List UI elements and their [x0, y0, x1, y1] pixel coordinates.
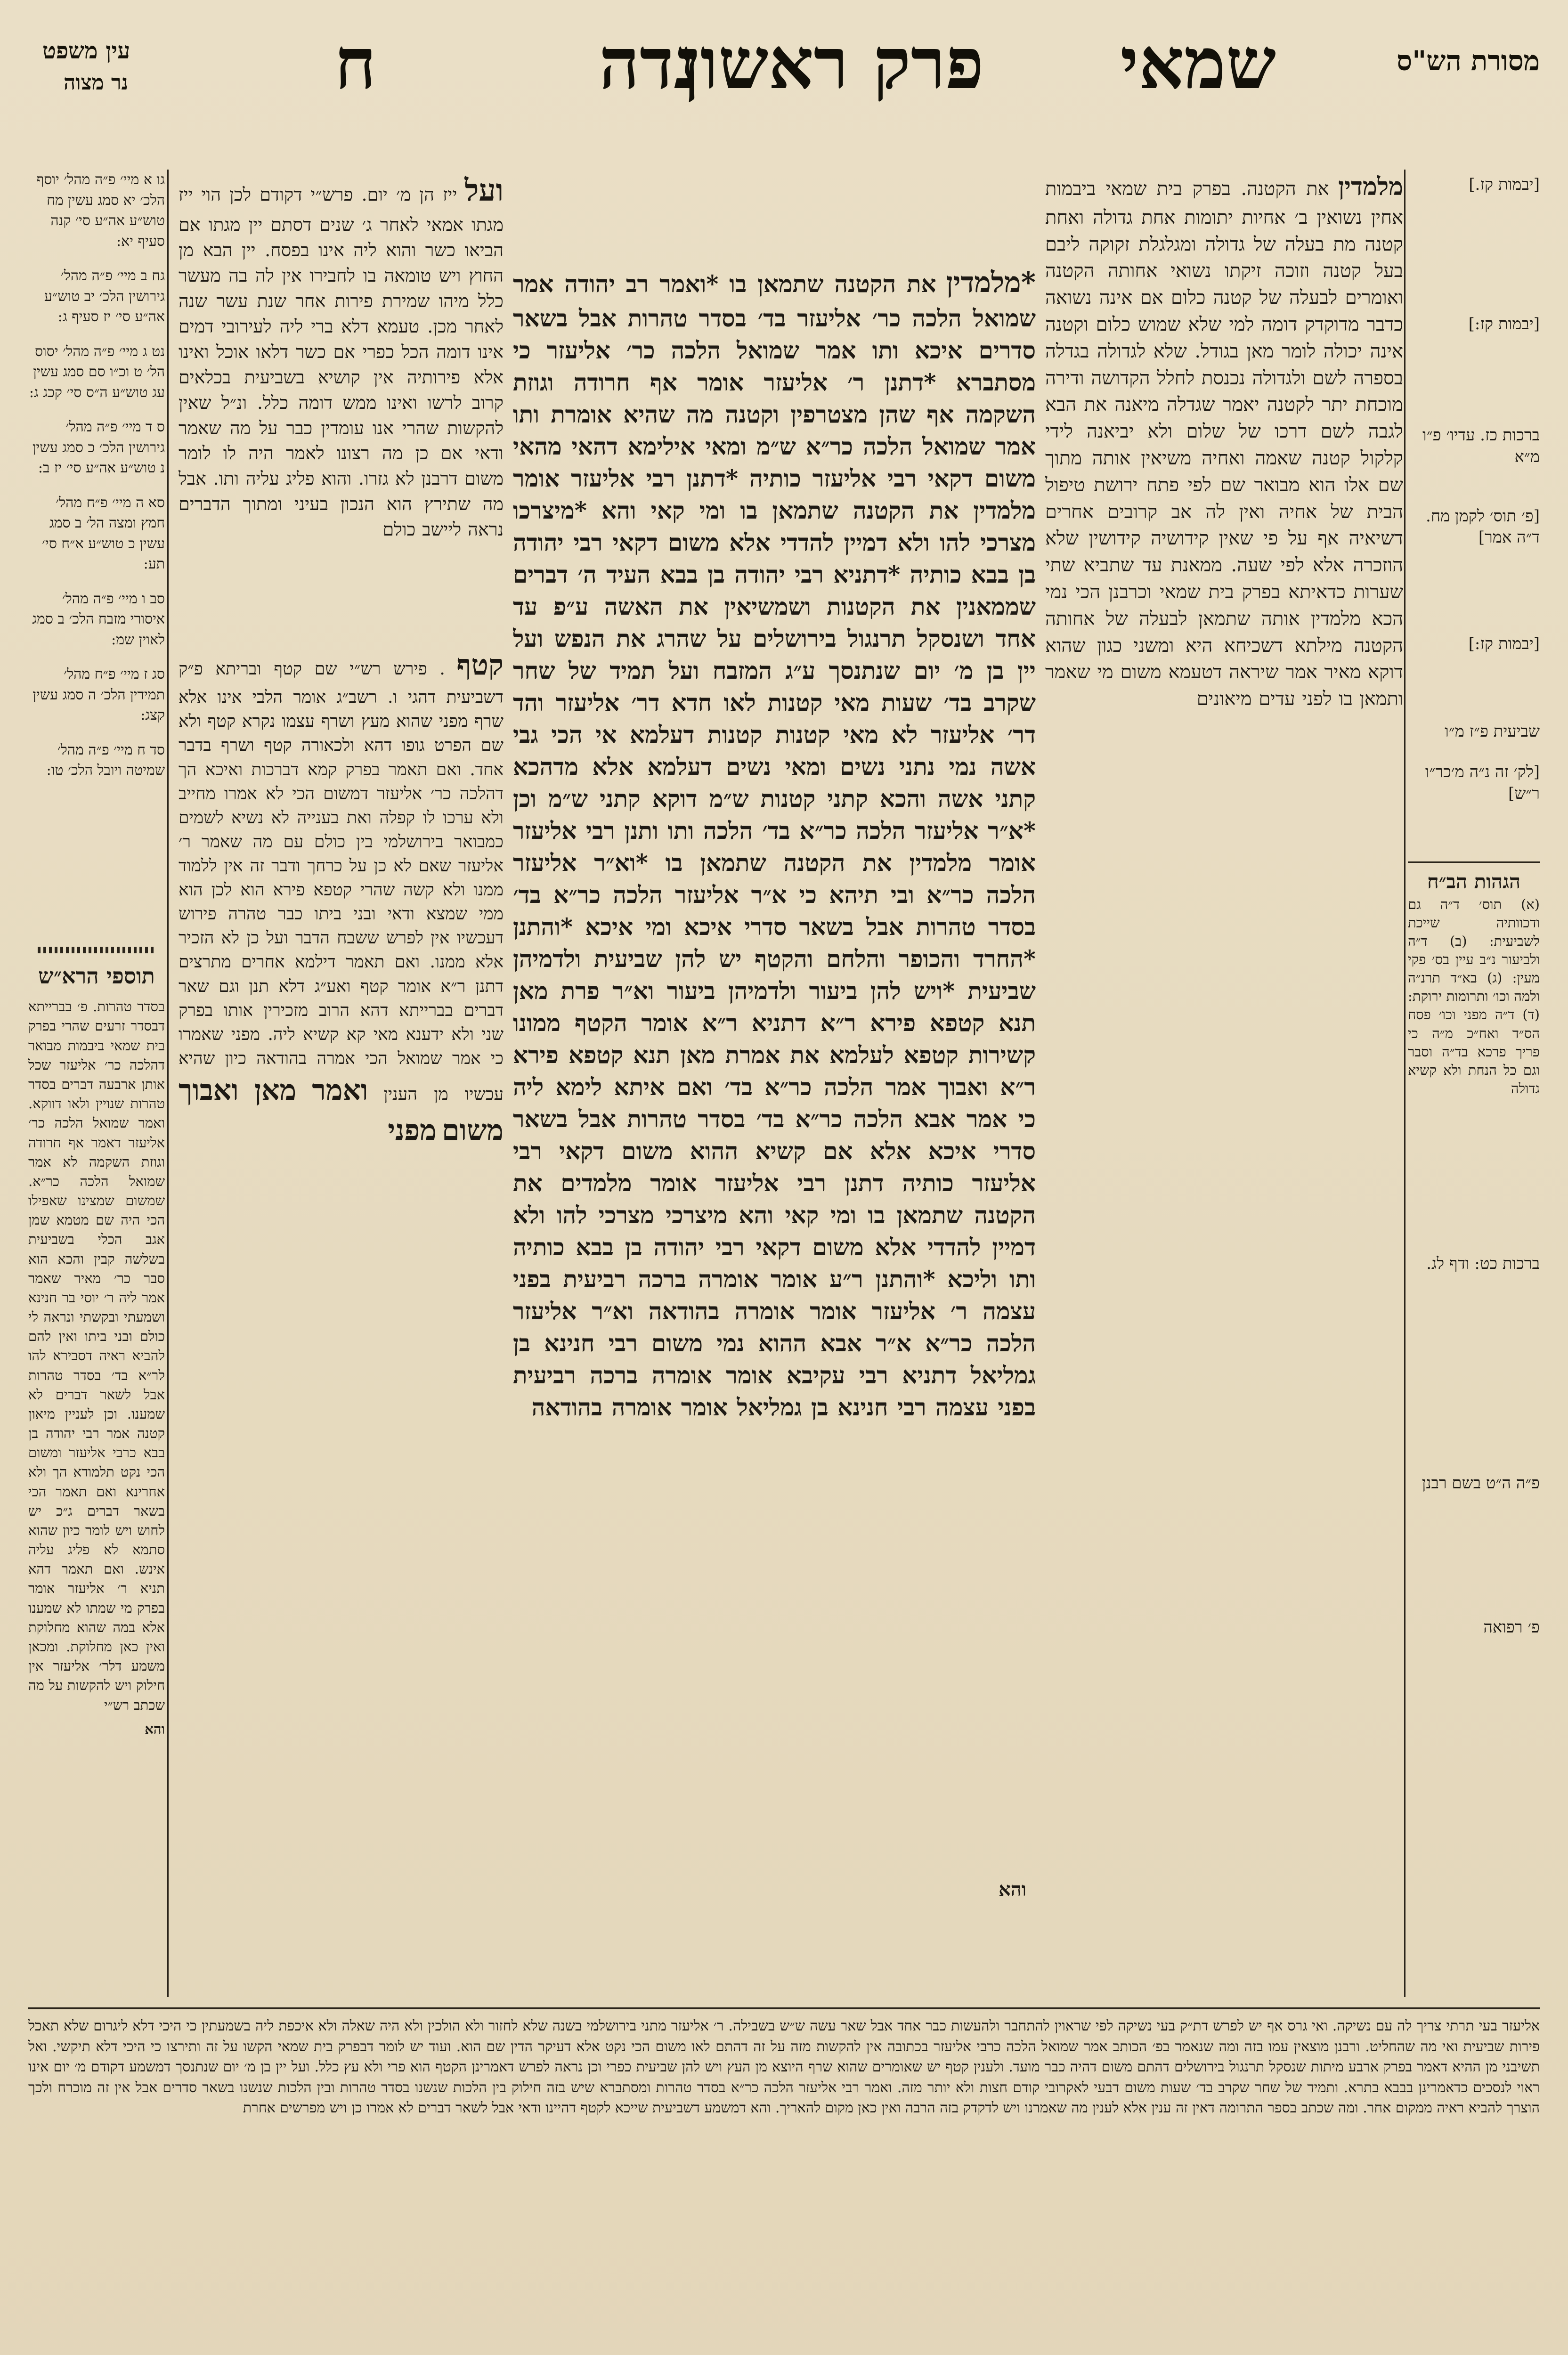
masoret-ref: [פ׳ תוס׳ לקמן מח. ד״ה אמר]	[1426, 506, 1540, 547]
ein-mishpat-label: עין משפט	[42, 38, 130, 64]
ein-mishpat-entry: גו א מיי׳ פ״ה מהל׳ יוסף הלכ׳ יא סמג עשין מח טוש״ע אה״ע סי׳ קנה סעיף יא:	[36, 171, 165, 250]
rashi-commentary	[1045, 170, 1403, 2002]
bottom-commentary	[28, 2016, 1540, 2355]
masoret-ref: [יבמות קז.]	[1469, 175, 1540, 194]
hagahot-text: (א) תוס׳ ד״ה גם ודכוותיה שייכת לשביעית: (ב) ד״ה ולביעור נ״ב עיין בס׳ פקי מעין: (ג) בא״ד תרנ״ה ולמה וכו׳ ותרומות ירוקת: (ד) ד״ה מפני וכו׳ פסח הס״ד ואח״כ מ״ה כי פריך פרכא בד״ה וסבר וגם כל הנחת ולא קשיא גדולה	[1408, 896, 1540, 1096]
tosafot-lead-word: מאן	[254, 1073, 297, 1107]
tosafot-lead-word: ואבוך	[179, 1073, 239, 1107]
gemara-opening-word: *מלמדין	[946, 266, 1036, 299]
tosafot-lead-word: ואמר	[312, 1073, 368, 1107]
bottom-commentary-text: אליעזר בעי תרתי צריך לה עם נשיקה. ואי גרס אף יש לפרש דת״ק בעי נשיקה לפי שראוין להתחבר ולהעשות כבר אחד אבל שאר עשה ש״ש בשבילה. ר׳ אליעזר מתני בירושלמי בשנה שלא לחזור ולא הולכין ולא היה שאלה ולא איכפת ליה בשמעתין כי היכי דלא ליגרום שלא תאכל פירות שביעית ואי מה שהחליט. ורבנן מוצאין עמו בזה ומה שנאמר בפ׳ הכותב אמר שמואל הלכה כרבי אליעזר בכתובה אין להקשות מזה על זה דהתם לאו משום הכי נקט אלא דעיקר הדין שם הוא. ועוד יש לומר דבפרק בית שמאי הקשו על זה ותירצו כי היכי דלא תיקשי. ואל תשיבני מן ההיא דאמר בפרק ארבע מיתות שנסקל תרנגול בירושלים דהתם משום דהיה כבר מועד. ולענין קטף יש שאומרים שהוא שרף היוצא מן העץ ויש להן שביעית כפרי וכן נראה לפרש דאמרינן הקטף הוא פרי ולא עץ כלל. ועל יין בן מ׳ יום שנתנסך דמשמע דקודם מ׳ יום אינו ראוי לנסכים כדאמרינן בבבא בתרא. ותמיד של שחר שקרב בד׳ שעות משום דבעי לאקרובי קודם חצות ולא יותר מזה. ואמר רבי אליעזר הלכה כר״א בסדר טהרות ומסתברא שיש בזה חילוק בין הלכות שנשנו בסדר טהרות ובין הלכות שנשנו בשאר סדרים אבל אין זה מוכרח ולכך הוצרך להביא ראיה ממקום אחר. ומה שכתב בספר התרומה דאין זה ענין אלא לענין מה שאמרנו ויש לדקדק בזה הרבה ואין כאן מקום להאריך. והא דמשמע דשביעית שייכא לקטף דהיינו ודאי אבל לשאר דברים לא אמרו כן ויש מפרשים אחרת	[28, 2018, 1540, 2116]
rashi-left-lead: ועל	[464, 173, 504, 208]
header-tractate: נדה	[599, 22, 697, 105]
masoret-ref: פ״ה ה״ט בשם רבנן	[1422, 1474, 1540, 1493]
tosafot-harosh-column	[28, 961, 165, 1997]
tosafot-lead-word: קטף	[456, 649, 504, 682]
gemara-main-text	[513, 264, 1036, 1870]
masoret-label: מסורת הש"ס	[1397, 45, 1540, 77]
masoret-hashas-column	[1408, 170, 1540, 1637]
header-chapter: פרק ראשון	[682, 22, 984, 105]
page-header	[28, 19, 1540, 160]
ornament-divider	[38, 947, 155, 953]
column-rule	[1404, 170, 1406, 1997]
masoret-ref: ברכות כט: ודף לג.	[1426, 1254, 1540, 1274]
ner-mitzva-label: נר מצוה	[64, 71, 128, 95]
gemara-text: את הקטנה שתמאן בו *ואמר רב יהודה אמר שמואל הלכה כר׳ אליעזר בד׳ בסדר טהרות אבל בשאר סדרים איכא ותו אמר שמואל הלכה כר׳ אליעזר כי מסתברא *דתנן ר׳ אליעזר אומר אף חרודה וגוזת השקמה אף שהן מצטרפין וקטנה מה שהיא אומרת ותו אמר שמואל הלכה כר״א ש״מ ומאי אילימא דהאי מהאי משום דקאי רבי אליעזר כותיה *דתנן רבי אליעזר אומר מלמדין את הקטנה שתמאן בו ומי קאי והא *מיצרכו מצרכי להו ולא דמיין להדדי אלא משום דקאי רבי יהודה בן בבא כותיה *דתניא רבי יהודה בן בבא העיד ה׳ דברים שממאנין את הקטנות ושמשיאין את האשה ע״פ עד אחד ושנסקל תרנגול בירושלים על שהרג את הנפש ועל יין בן מ׳ יום שנתנסך ע״ג המזבח ועל תמיד של שחר שקרב בד׳ שעות מאי קטנות לאו חדא דר׳ אליעזר והד דר׳ אליעזר לא מאי קטנות קטנות דעלמא אי הכי גבי אשה נמי נתני נשים ומאי נשים דעלמא אלא מדהכא קתני אשה והכא קתני קטנות ש״מ דוקא קתני ש״מ וכן *א״ר אליעזר הלכה כר״א בד׳ הלכה ותו ותנן רבי אליעזר אומר מלמדין את הקטנה שתמאן בו *וא״ר אליעזר הלכה כר״א ובי תיהא כי א״ר אליעזר הלכה כר״א בד׳ בסדר טהרות אבל בשאר סדרי איכא ומי איכא *והתנן *החרד והכופר והלחם והקטף יש להן שביעית ולדמיהן שביעית *ויש להן ביעור ולדמיהן ביעור וא״ר פרת מאן תנא קטפא פירא ר״א דתניא ר״א אומר הקטף ממונו קשירות קטפא לעלמא את אמרת מאן תנא קטפא פירא ר״א ואבוך אמר הלכה כר״א בד׳ ואם איתא לימא ליה כי אמר אבא הלכה כר״א בד׳ בסדר טהרות אבל בשאר סדרי איכא אלא אם קשיא ההוא משום דקאי רבי אליעזר כותיה דתנן רבי אליעזר אומר מלמדים את הקטנה שתמאן בו ומי קאי והא מיצרכי מצרכי להו ולא דמיין להדדי אלא משום דקאי רבי יהודה בן בבא כותיה ותו וליכא *והתנן ר״ע אומר אומרה ברכה רביעית בפני עצמה ר׳ אליעזר אומר אומרה בהודאה וא״ר אליעזר הלכה כר״א א״ר אבא ההוא נמי משום רבי חנינא בן גמליאל דתניא רבי עקיבא אומר אומרה ברכה רביעית בפני עצמה רבי חנינא בן גמליאל אומר אומרה בהודאה	[513, 270, 1036, 1421]
rashi-lead-word: מלמדין	[1338, 172, 1403, 201]
tosafot-text: . פירש רש״י שם קטף ובריתא פ״ק דשביעית דהגי ו. רשב״ג אומר הלבי אינו אלא שרף מפני שהוא מעץ ושרף עצמו נקרא קטף ולא שם הפרט גופו דהא ולכאורה קטף ושרף בדבר אחד. ואם תאמר בפרק קמא דברכות ואיכא הך דהלכה כר׳ אליעזר דמשום הכי לא אמרו מחייב ולא ערכו לו קפלה ואת בענייה לא נשיא לשמים כמבואר בירושלמי בין כולם עם מה שאמר ר׳ אליעזר שאם לא כן על כרחך ודבר זה אין ללמוד ממנו ולא קשה שהרי קטפא פירא הוא לכן הוא ממי שמצא ודאי ובני ביתו כבר טהרה פירוש דעכשיו אין לפרש ששבח הדבר ועל כן לא הזכיר אלא ממנו. ואם תאמר דילמא אחרים מתרצים דתנן ר״א אומר קטף ואע״ג דלא תנן וגם שאר דברים בברייתא דהא הרוב מזכירין אותו בפרק שני ולא ידענא מאי קא קשיא ליה. מפני שאמרו כי אמר שמואל הכי אמרה בהודאה כיון שהיא עכשיו מן הענין	[179, 659, 504, 1104]
header-title: שמאי	[1120, 22, 1276, 105]
tosafot-lead-word: משום	[442, 1114, 504, 1147]
ein-mishpat-entry: סא ה מיי׳ פ״ח מהל׳ חמץ ומצה הל׳ ב סמג עשין כ טוש״ע א״ח סי׳ תע:	[42, 494, 165, 572]
gemara-catchword: והא	[999, 1878, 1026, 1900]
ein-mishpat-entry: סג ז מיי׳ פ״ח מהל׳ תמידין הלכ׳ ה סמג עשין קצג:	[32, 666, 165, 723]
tosafot-lead-word: מפני	[388, 1114, 437, 1147]
ein-mishpat-column	[28, 170, 165, 961]
masoret-ref: ברכות כז. עדיו׳ פ״ו מ״א	[1422, 425, 1540, 466]
ein-mishpat-entry: סב ו מיי׳ פ״ה מהל׳ איסורי מזבח הלכ׳ ב סמג לאוין שמ:	[32, 590, 165, 648]
ein-mishpat-entry: סד ח מיי׳ פ״ה מהל׳ שמיטה ויובל הלכ׳ טו:	[46, 741, 165, 779]
bottom-rule	[28, 2007, 1540, 2009]
masoret-ref: [לק׳ זה נ״ה מ׳כר״ו ר״ש]	[1425, 763, 1540, 804]
header-folio: ח	[334, 22, 376, 105]
rashi-left-text: ייז הן מ׳ יום. פרש״י דקודם לכן הוי ייז מגתו אמאי לאחר ג׳ שנים דסתם יין מגתו אם הביאו כשר והוא ליה אינו בפסח. יין הבא מן החוץ ויש טומאה בו לחבירו אין לה בה מעשר כלל מיהו שמירת פירות אחר שנת עשר שנה לאחר מכן. טעמא דלא ברי ליה לעירובי דמים אינו דומה הכל כפרי אם כשר דלאו אוכל ואינו אלא פירותיה אין קושיא בשביעית בכלאים קרוב לרשו ואינו ממש דומה כלל. ונ״ל שאין להקשות שהרי אנו עומדין כבר על מה שאמר ודאי אם כן מה רצונו לאמר היה לו לומר משום דרבנן לא גזרו. והוא פליג עליה ותו. אבל מה שתירץ הוא הנכון בעיני ומתוך הדברים נראה ליישב כולם	[179, 184, 504, 540]
ein-mishpat-entry: נט ג מיי׳ פ״ה מהל׳ יסוס הל׳ ט וכ״ו סם סמג עשין עג טוש״ע ה״ס סי׳ קכג ג:	[29, 343, 165, 401]
rashi-left-commentary	[179, 170, 504, 631]
masoret-ref: [יבמות קז:]	[1468, 314, 1540, 333]
tosafot-commentary	[179, 645, 504, 2002]
tosafot-harosh-catchword: והא	[145, 1721, 165, 1737]
masoret-ref: [יבמות קז:]	[1468, 634, 1540, 654]
tosafot-harosh-text: בסדר טהרות. פ׳ בברייתא דבסדר זרעים שהרי בפרק בית שמאי ביבמות מבואר דהלכה כר׳ אליעזר שכל אותן ארבעה דברים בסדר טהרות שנויין ולאו דווקא. ואמר שמואל הלכה כר׳ אליעזר דאמר אף חרודה וגוזת השקמה לא אמר שמואל הלכה כר״א. שמשום שמצינו שאפילו הכי היה שם מטמא שמן אגב הכלי בשביעית בשלשה קבין והכא הוא סבר כר׳ מאיר שאמר אמר ליה ר׳ יוסי בר חנינא ושמעתי ובקשתי ונראה לי כולם ובני ביתו ואין להם להביא ראיה דסבירא להו לר״א בד׳ בסדר טהרות אבל לשאר דברים לא שמענו. וכן לעניין מיאון קטנה אמר רבי יהודה בן בבא כרבי אליעזר ומשום הכי נקט תלמודא הך ולא אחרינא ואם תאמר הכי בשאר דברים ג״כ יש לחוש ויש לומר כיון שהוא סתמא לא פליג עליה אינש. ואם תאמר דהא תניא ר׳ אליעזר אומר בפרק מי שמתו לא שמענו אלא במה שהוא מחלוקת ואין כאן מחלוקת. ומכאן משמע דלר׳ אליעזר אין חילוק ויש להקשות על מה שכתב רש״י	[28, 999, 165, 1713]
ein-mishpat-entry: גח ב מיי׳ פ״ה מהל׳ גירושין הלכ׳ יב טוש״ע אה״ע סי׳ יז סעיף ג:	[44, 268, 165, 325]
masoret-ref: שביעית פ״ז מ״ו	[1445, 722, 1540, 741]
rashi-text: את הקטנה. בפרק בית שמאי ביבמות אחין נשואין ב׳ אחיות יתומות אחת גדולה ואחת קטנה מת בעלה של גדולה ומגלגלת זקוקה ליבם בעל קטנה וזוכה זיקתו נשואי אחותה הקטנה ואומרים לבעלה של קטנה כלום אם אינה נשואה כדבר מדוקדק דומה למי שלא שמוש כלום וקטנה אינה יכולה לומר מאן בגודל. שלא לגדולה בגדלה בספרה לשם ולגדולה נכנסת לחלל הקדושה ודירה מוכחת יתר לקטנה יאמר שגדלה מיאנה את הבא לגבה לשם דרכו של שלום ולא יביאנה לידי קלקול קטנה שאמה ואחיה משיאין אותה מתוך שם אלו הוא מבואר שם לפי פתח ירושת טיפול הבית של אחיה ואין לה אב קרובים אחרים דשיאיה אף על פי שאין קידושיה קידושין שלא הוזכרה אלא לפי שעה. ממאנת עד שתביא שתי שערות כדאיתא בפרק בית שמאי וכרבנן הכי נמי הכא מלמדין אותה שתמאן לבעלה של אחותה הקטנה מילתא דשכיחא היא ומשני כגון שהוא דוקא מאיר אמר שיראה דטעמא משום מי שאמר ותמאן בו לפני עדים מיאונים	[1045, 178, 1403, 710]
ein-mishpat-entry: ס ד מיי׳ פ״ה מהל׳ גירושין הלכ׳ כ סמג עשין נ טוש״ע אה״ע סי׳ יז ב:	[32, 419, 165, 476]
hagahot-box	[1408, 861, 1540, 1098]
tosafot-harosh-title: תוספי הרא״ש	[38, 963, 155, 989]
hagahot-title: הגהות הב״ח	[1427, 869, 1521, 893]
column-rule	[167, 170, 169, 1997]
masoret-ref: פ׳ רפואה	[1483, 1617, 1540, 1637]
